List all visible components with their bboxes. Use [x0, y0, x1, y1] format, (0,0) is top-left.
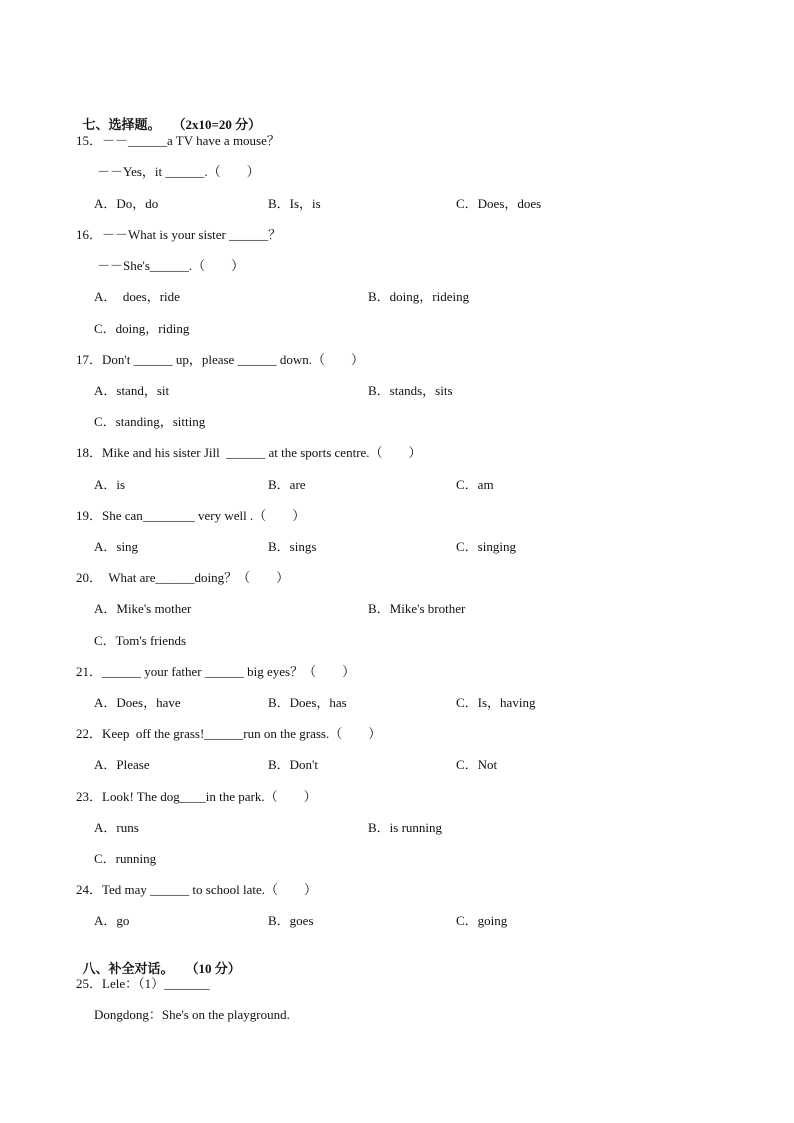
q21-option-a[interactable]: A．Does，have [94, 695, 181, 710]
section-heading-7 [76, 101, 261, 133]
section-score: （2x10=20 分） [172, 117, 262, 132]
question-24-stem: 24．Ted may ______ to school late.（ ） [76, 882, 318, 897]
question-25-stem: 25．Lele：（1）_______ [76, 976, 210, 991]
question-23-stem: 23．Look! The dog____in the park.（ ） [76, 789, 317, 804]
q22-option-b[interactable]: B．Don't [268, 757, 319, 772]
q17-option-c[interactable]: C．standing，sitting [94, 414, 206, 429]
question-17-stem: 17．Don't ______ up，please ______ down.（ ） [76, 352, 364, 367]
q15-option-c[interactable]: C．Does，does [456, 196, 542, 211]
question-16-stem: 16．－－What is your sister ______？ [76, 227, 282, 242]
q24-option-c[interactable]: C．going [456, 913, 508, 928]
section-title: 七、选择题。 [82, 117, 161, 132]
question-22-stem: 22．Keep off the grass!______run on the grass.（ ） [76, 726, 382, 741]
q23-option-a[interactable]: A．runs [94, 820, 139, 835]
q22-option-c[interactable]: C．Not [456, 757, 498, 772]
q15-option-a[interactable]: A．Do，do [94, 196, 159, 211]
q19-option-a[interactable]: A．sing [94, 539, 139, 554]
question-18-stem: 18．Mike and his sister Jill ______ at the sports centre.（ ） [76, 445, 422, 460]
q24-option-a[interactable]: A．go [94, 913, 130, 928]
q16-option-a[interactable]: A． does，ride [94, 289, 180, 304]
q20-option-b[interactable]: B．Mike's brother [368, 601, 466, 616]
q21-option-c[interactable]: C．Is，having [456, 695, 536, 710]
q24-option-b[interactable]: B．goes [268, 913, 314, 928]
q19-option-c[interactable]: C．singing [456, 539, 516, 554]
section-title: 八、补全对话。 [82, 961, 174, 976]
q16-option-b[interactable]: B．doing，rideing [368, 289, 470, 304]
q19-option-b[interactable]: B．sings [268, 539, 317, 554]
q17-option-a[interactable]: A．stand，sit [94, 383, 170, 398]
q16-option-c[interactable]: C．doing，riding [94, 321, 190, 336]
question-16-reply: －－She's______.（ ） [97, 258, 245, 273]
question-19-stem: 19．She can________ very well .（ ） [76, 508, 306, 523]
question-25-dialogue-line: Dongdong：She's on the playground. [94, 1007, 290, 1022]
question-15-reply: －－Yes，it ______.（ ） [97, 164, 260, 179]
q18-option-b[interactable]: B．are [268, 477, 306, 492]
q20-option-c[interactable]: C．Tom's friends [94, 633, 187, 648]
q23-option-c[interactable]: C．running [94, 851, 157, 866]
q17-option-b[interactable]: B．stands，sits [368, 383, 453, 398]
q22-option-a[interactable]: A．Please [94, 757, 150, 772]
question-20-stem: 20． What are______doing？（ ） [76, 570, 290, 585]
q21-option-b[interactable]: B．Does，has [268, 695, 347, 710]
question-15-stem: 15．－－______a TV have a mouse？ [76, 133, 280, 148]
q23-option-b[interactable]: B．is running [368, 820, 443, 835]
section-score: （10 分） [185, 961, 241, 976]
section-heading-8 [76, 945, 241, 977]
q18-option-c[interactable]: C．am [456, 477, 494, 492]
question-21-stem: 21．______ your father ______ big eyes？（ ） [76, 664, 356, 679]
q18-option-a[interactable]: A．is [94, 477, 126, 492]
q15-option-b[interactable]: B．Is，is [268, 196, 321, 211]
q20-option-a[interactable]: A．Mike's mother [94, 601, 192, 616]
